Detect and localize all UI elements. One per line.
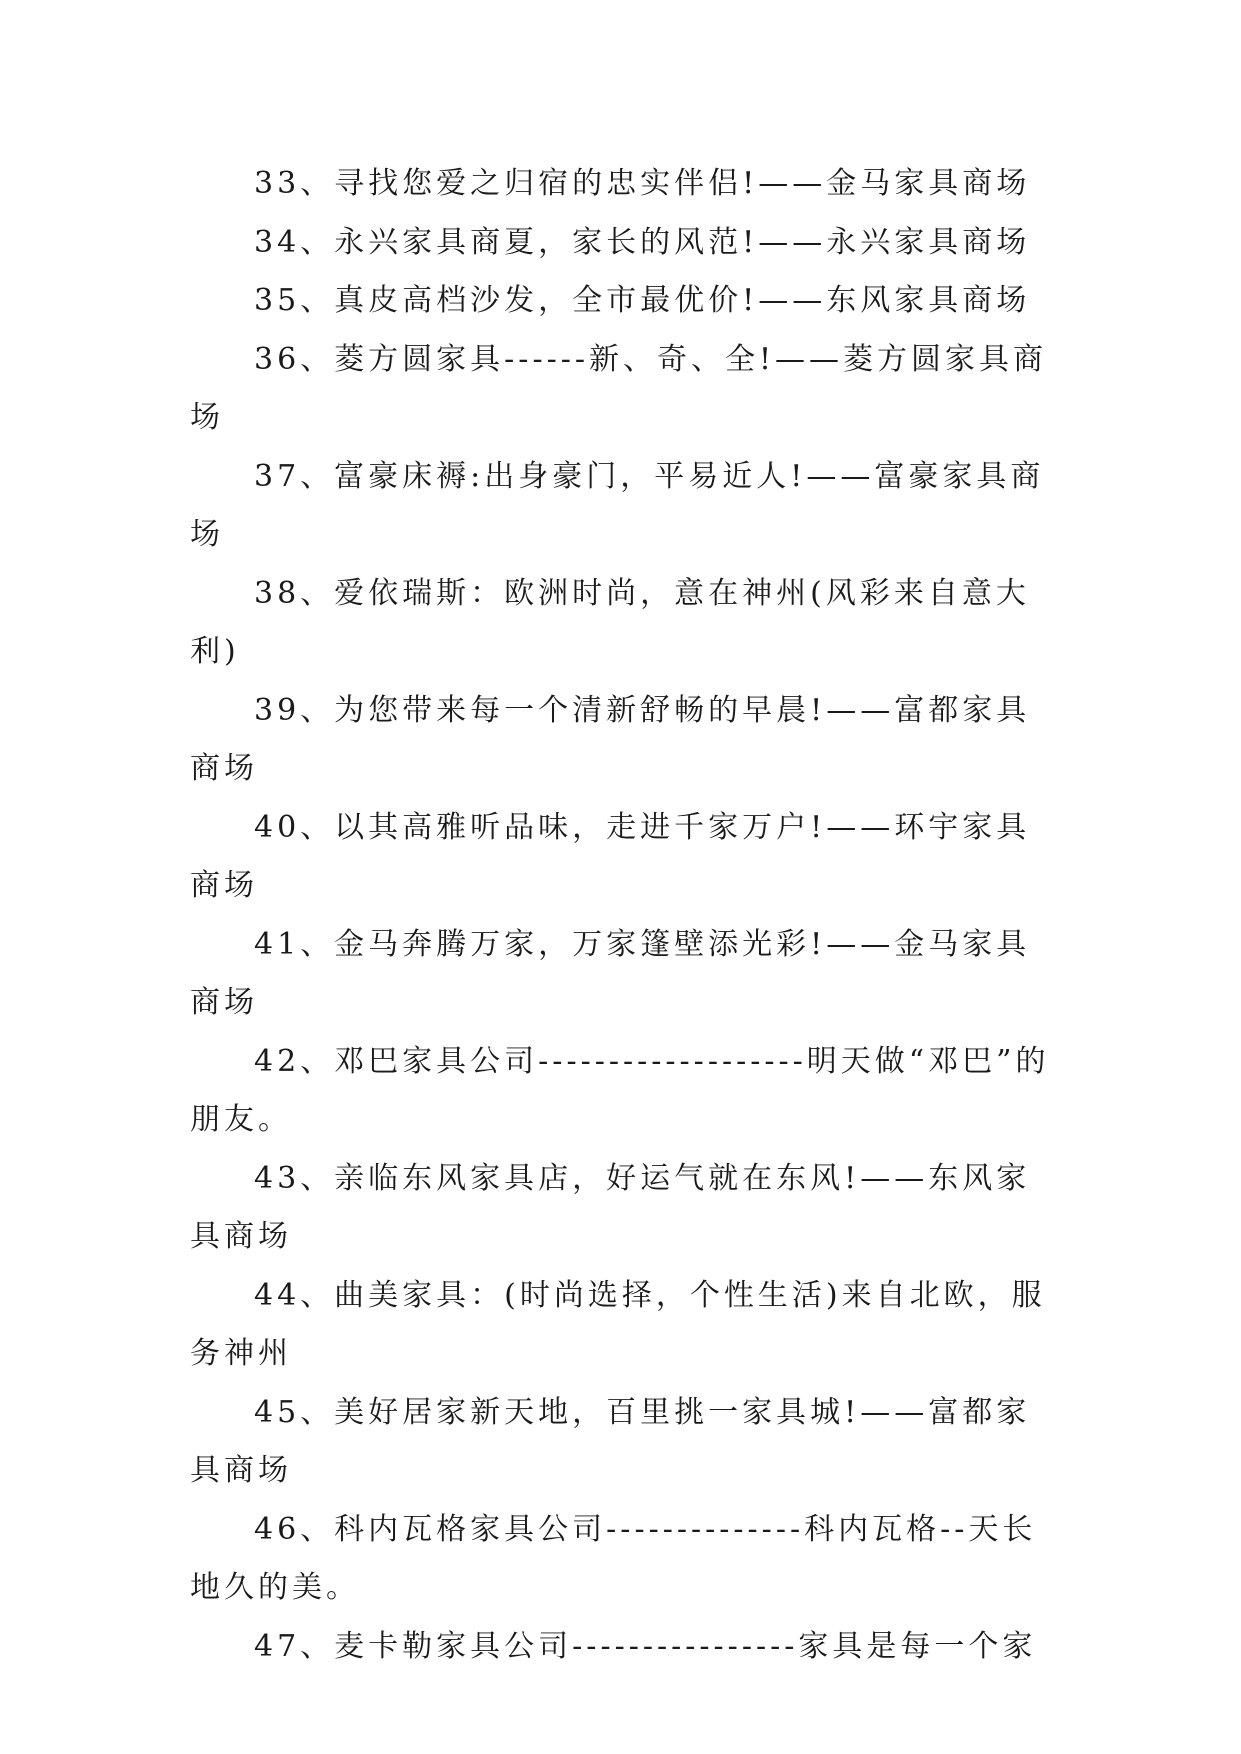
slogan-paragraph-44: 44、曲美家具：(时尚选择，个性生活)来自北欧，服务神州 <box>190 1277 1046 1371</box>
slogan-paragraph-41: 41、金马奔腾万家，万家篷壁添光彩!——金马家具商场 <box>190 926 1031 1020</box>
slogan-paragraph-47: 47、麦卡勒家具公司----------------家具是每一个家 <box>254 1628 1037 1664</box>
slogan-paragraph-43: 43、亲临东风家具店，好运气就在东风!——东风家具商场 <box>190 1160 1031 1254</box>
slogan-paragraph-33: 33、寻找您爱之归宿的忠实伴侣!——金马家具商场 <box>254 166 1031 201</box>
slogan-paragraph-34: 34、永兴家具商夏，家长的风范!——永兴家具商场 <box>254 224 1031 260</box>
slogan-paragraph-36: 36、菱方圆家具------新、奇、全!——菱方圆家具商场 <box>190 341 1048 435</box>
document-body <box>190 155 1050 1676</box>
slogan-paragraph-46: 46、科内瓦格家具公司--------------科内瓦格--天长地久的美。 <box>190 1511 1037 1605</box>
slogan-paragraph-40: 40、以其高雅听品味，走进千家万户!——环宇家具商场 <box>190 809 1031 903</box>
slogan-paragraph-37: 37、富豪床褥:出身豪门，平易近人!——富豪家具商场 <box>190 458 1045 552</box>
slogan-paragraph-45: 45、美好居家新天地，百里挑一家具城!——富都家具商场 <box>190 1394 1031 1488</box>
slogan-paragraph-42: 42、邓巴家具公司-------------------明天做“邓巴”的朋友。 <box>190 1043 1050 1137</box>
slogan-paragraph-39: 39、为您带来每一个清新舒畅的早晨!——富都家具商场 <box>190 692 1031 786</box>
slogan-paragraph-38: 38、爱依瑞斯：欧洲时尚，意在神州(风彩来自意大利) <box>190 575 1030 669</box>
slogan-paragraph-35: 35、真皮高档沙发，全市最优价!——东风家具商场 <box>254 283 1031 318</box>
